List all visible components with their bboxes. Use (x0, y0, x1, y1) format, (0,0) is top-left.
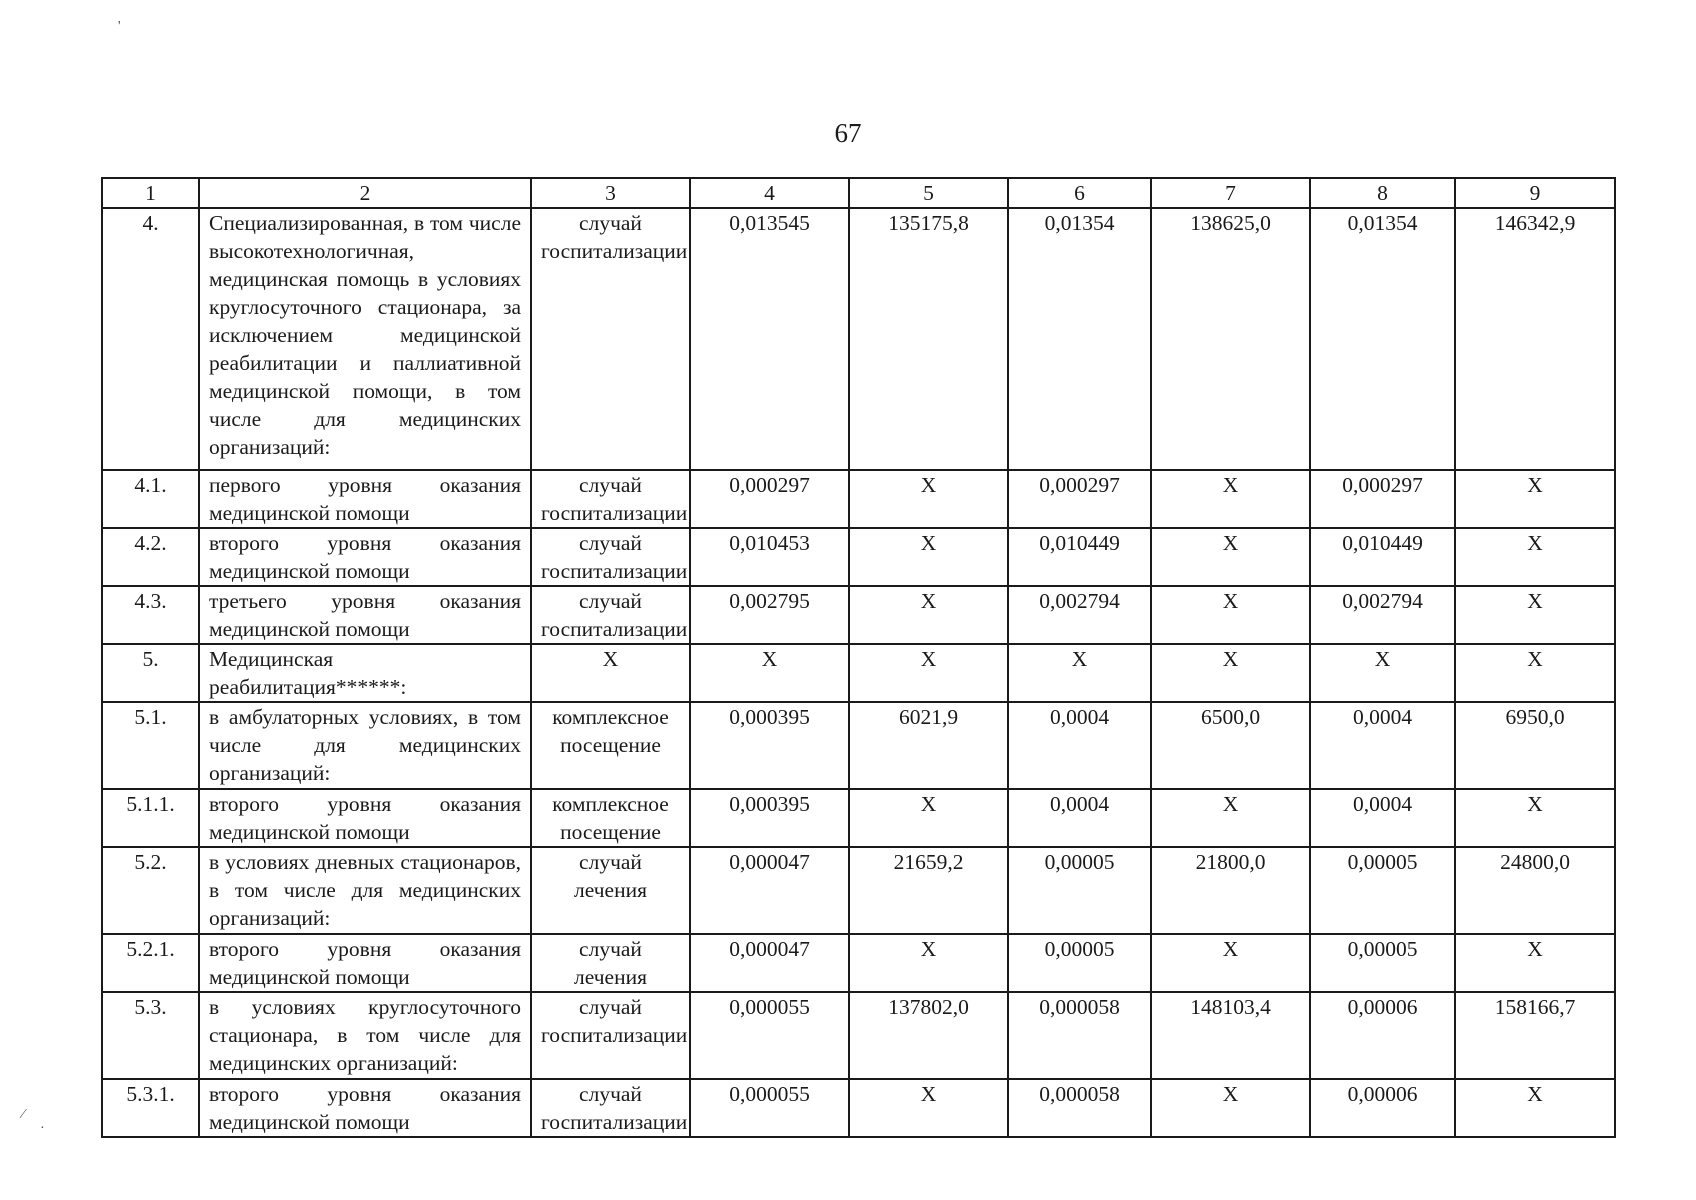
table-row (102, 528, 1615, 586)
row-number: 5.1.1. (102, 789, 199, 847)
cell-col7: X (1151, 934, 1310, 992)
table-row (102, 1079, 1615, 1137)
scan-speck: ' (118, 19, 121, 34)
row-number: 4.3. (102, 586, 199, 644)
cell-col7: 138625,0 (1151, 208, 1310, 470)
cell-col6: 0,000058 (1008, 1079, 1151, 1137)
cell-col8: 0,01354 (1310, 208, 1455, 470)
cell-col4: 0,000055 (690, 1079, 849, 1137)
scan-speck: · (40, 1121, 45, 1136)
data-table (101, 177, 1616, 1138)
cell-col5: X (849, 470, 1008, 528)
row-name: второго уровня оказания медицинской помощи (199, 1079, 531, 1137)
cell-col6: 0,00005 (1008, 847, 1151, 934)
cell-col8: 0,00005 (1310, 847, 1455, 934)
cell-col6: 0,000297 (1008, 470, 1151, 528)
cell-col7: X (1151, 470, 1310, 528)
row-number: 5.1. (102, 702, 199, 789)
column-header: 9 (1455, 178, 1615, 208)
column-header: 5 (849, 178, 1008, 208)
column-header: 2 (199, 178, 531, 208)
row-number: 4.2. (102, 528, 199, 586)
row-name: в амбулаторных условиях, в том числе для медицинских организаций: (199, 702, 531, 789)
row-name: в условиях дневных стационаров, в том числе для медицинских организаций: (199, 847, 531, 934)
cell-col9: X (1455, 644, 1615, 702)
column-number-row (102, 178, 1615, 208)
table-row (102, 789, 1615, 847)
cell-col8: 0,010449 (1310, 528, 1455, 586)
cell-col8: 0,000297 (1310, 470, 1455, 528)
page-number: 67 (834, 118, 862, 148)
cell-col8: X (1310, 644, 1455, 702)
cell-col7: X (1151, 789, 1310, 847)
row-name: второго уровня оказания медицинской помощи (199, 934, 531, 992)
cell-col6: 0,002794 (1008, 586, 1151, 644)
cell-col6: 0,01354 (1008, 208, 1151, 470)
cell-col7: 148103,4 (1151, 992, 1310, 1079)
cell-col8: 0,00006 (1310, 992, 1455, 1079)
column-header: 7 (1151, 178, 1310, 208)
cell-col9: X (1455, 586, 1615, 644)
cell-col9: 146342,9 (1455, 208, 1615, 470)
table-row (102, 644, 1615, 702)
row-unit: X (531, 644, 690, 702)
cell-col5: X (849, 789, 1008, 847)
cell-col9: X (1455, 1079, 1615, 1137)
cell-col4: 0,010453 (690, 528, 849, 586)
cell-col7: X (1151, 586, 1310, 644)
cell-col5: X (849, 644, 1008, 702)
cell-col8: 0,00006 (1310, 1079, 1455, 1137)
cell-col7: X (1151, 1079, 1310, 1137)
cell-col4: 0,013545 (690, 208, 849, 470)
cell-col4: 0,000395 (690, 789, 849, 847)
cell-col8: 0,0004 (1310, 789, 1455, 847)
cell-col8: 0,0004 (1310, 702, 1455, 789)
cell-col4: 0,002795 (690, 586, 849, 644)
table-row (102, 208, 1615, 470)
column-header: 6 (1008, 178, 1151, 208)
cell-col9: 24800,0 (1455, 847, 1615, 934)
row-unit: случай лечения (531, 934, 690, 992)
row-number: 5.2.1. (102, 934, 199, 992)
row-unit: комплексное посещение (531, 702, 690, 789)
cell-col9: X (1455, 528, 1615, 586)
cell-col5: 21659,2 (849, 847, 1008, 934)
column-header: 1 (102, 178, 199, 208)
row-unit: случай госпитализации (531, 528, 690, 586)
cell-col4: 0,000047 (690, 847, 849, 934)
row-number: 5. (102, 644, 199, 702)
row-unit: случай госпитализации (531, 1079, 690, 1137)
row-unit: случай госпитализации (531, 470, 690, 528)
cell-col4: 0,000297 (690, 470, 849, 528)
cell-col9: X (1455, 789, 1615, 847)
cell-col7: X (1151, 644, 1310, 702)
row-name: Медицинская реабилитация******: (199, 644, 531, 702)
cell-col5: X (849, 586, 1008, 644)
cell-col5: X (849, 934, 1008, 992)
cell-col6: X (1008, 644, 1151, 702)
cell-col5: 135175,8 (849, 208, 1008, 470)
row-number: 4.1. (102, 470, 199, 528)
cell-col4: X (690, 644, 849, 702)
cell-col4: 0,000047 (690, 934, 849, 992)
cell-col4: 0,000055 (690, 992, 849, 1079)
cell-col9: 6950,0 (1455, 702, 1615, 789)
column-header: 8 (1310, 178, 1455, 208)
row-unit: комплексное посещение (531, 789, 690, 847)
cell-col5: X (849, 528, 1008, 586)
table-row (102, 470, 1615, 528)
cell-col5: 137802,0 (849, 992, 1008, 1079)
row-unit: случай госпитализации (531, 208, 690, 470)
cell-col7: X (1151, 528, 1310, 586)
cell-col6: 0,0004 (1008, 789, 1151, 847)
row-unit: случай госпитализации (531, 992, 690, 1079)
scan-speck: ⁄ (22, 1107, 25, 1122)
cell-col4: 0,000395 (690, 702, 849, 789)
cell-col7: 6500,0 (1151, 702, 1310, 789)
cell-col6: 0,00005 (1008, 934, 1151, 992)
cell-col5: 6021,9 (849, 702, 1008, 789)
cell-col6: 0,010449 (1008, 528, 1151, 586)
row-name: первого уровня оказания медицинской помощи (199, 470, 531, 528)
row-name: третьего уровня оказания медицинской помощи (199, 586, 531, 644)
row-name: Специализированная, в том числе высокотехнологичная, медицинская помощь в условиях круглосуточного стационара, за исключением медицинской реабилитации и паллиативной медицинской помощи, в том числе для медицинских организаций: (199, 208, 531, 470)
row-name: второго уровня оказания медицинской помощи (199, 789, 531, 847)
table-row (102, 702, 1615, 789)
cell-col6: 0,000058 (1008, 992, 1151, 1079)
row-number: 5.3. (102, 992, 199, 1079)
cell-col9: X (1455, 934, 1615, 992)
cell-col6: 0,0004 (1008, 702, 1151, 789)
cell-col7: 21800,0 (1151, 847, 1310, 934)
cell-col9: 158166,7 (1455, 992, 1615, 1079)
column-header: 3 (531, 178, 690, 208)
row-number: 5.3.1. (102, 1079, 199, 1137)
cell-col8: 0,00005 (1310, 934, 1455, 992)
row-unit: случай лечения (531, 847, 690, 934)
table-row (102, 847, 1615, 934)
column-header: 4 (690, 178, 849, 208)
cell-col8: 0,002794 (1310, 586, 1455, 644)
row-unit: случай госпитализации (531, 586, 690, 644)
cell-col9: X (1455, 470, 1615, 528)
row-name: второго уровня оказания медицинской помощи (199, 528, 531, 586)
row-number: 4. (102, 208, 199, 470)
cell-col5: X (849, 1079, 1008, 1137)
row-number: 5.2. (102, 847, 199, 934)
table-row (102, 934, 1615, 992)
table-row (102, 586, 1615, 644)
table-row (102, 992, 1615, 1079)
row-name: в условиях круглосуточного стационара, в том числе для медицинских организаций: (199, 992, 531, 1079)
